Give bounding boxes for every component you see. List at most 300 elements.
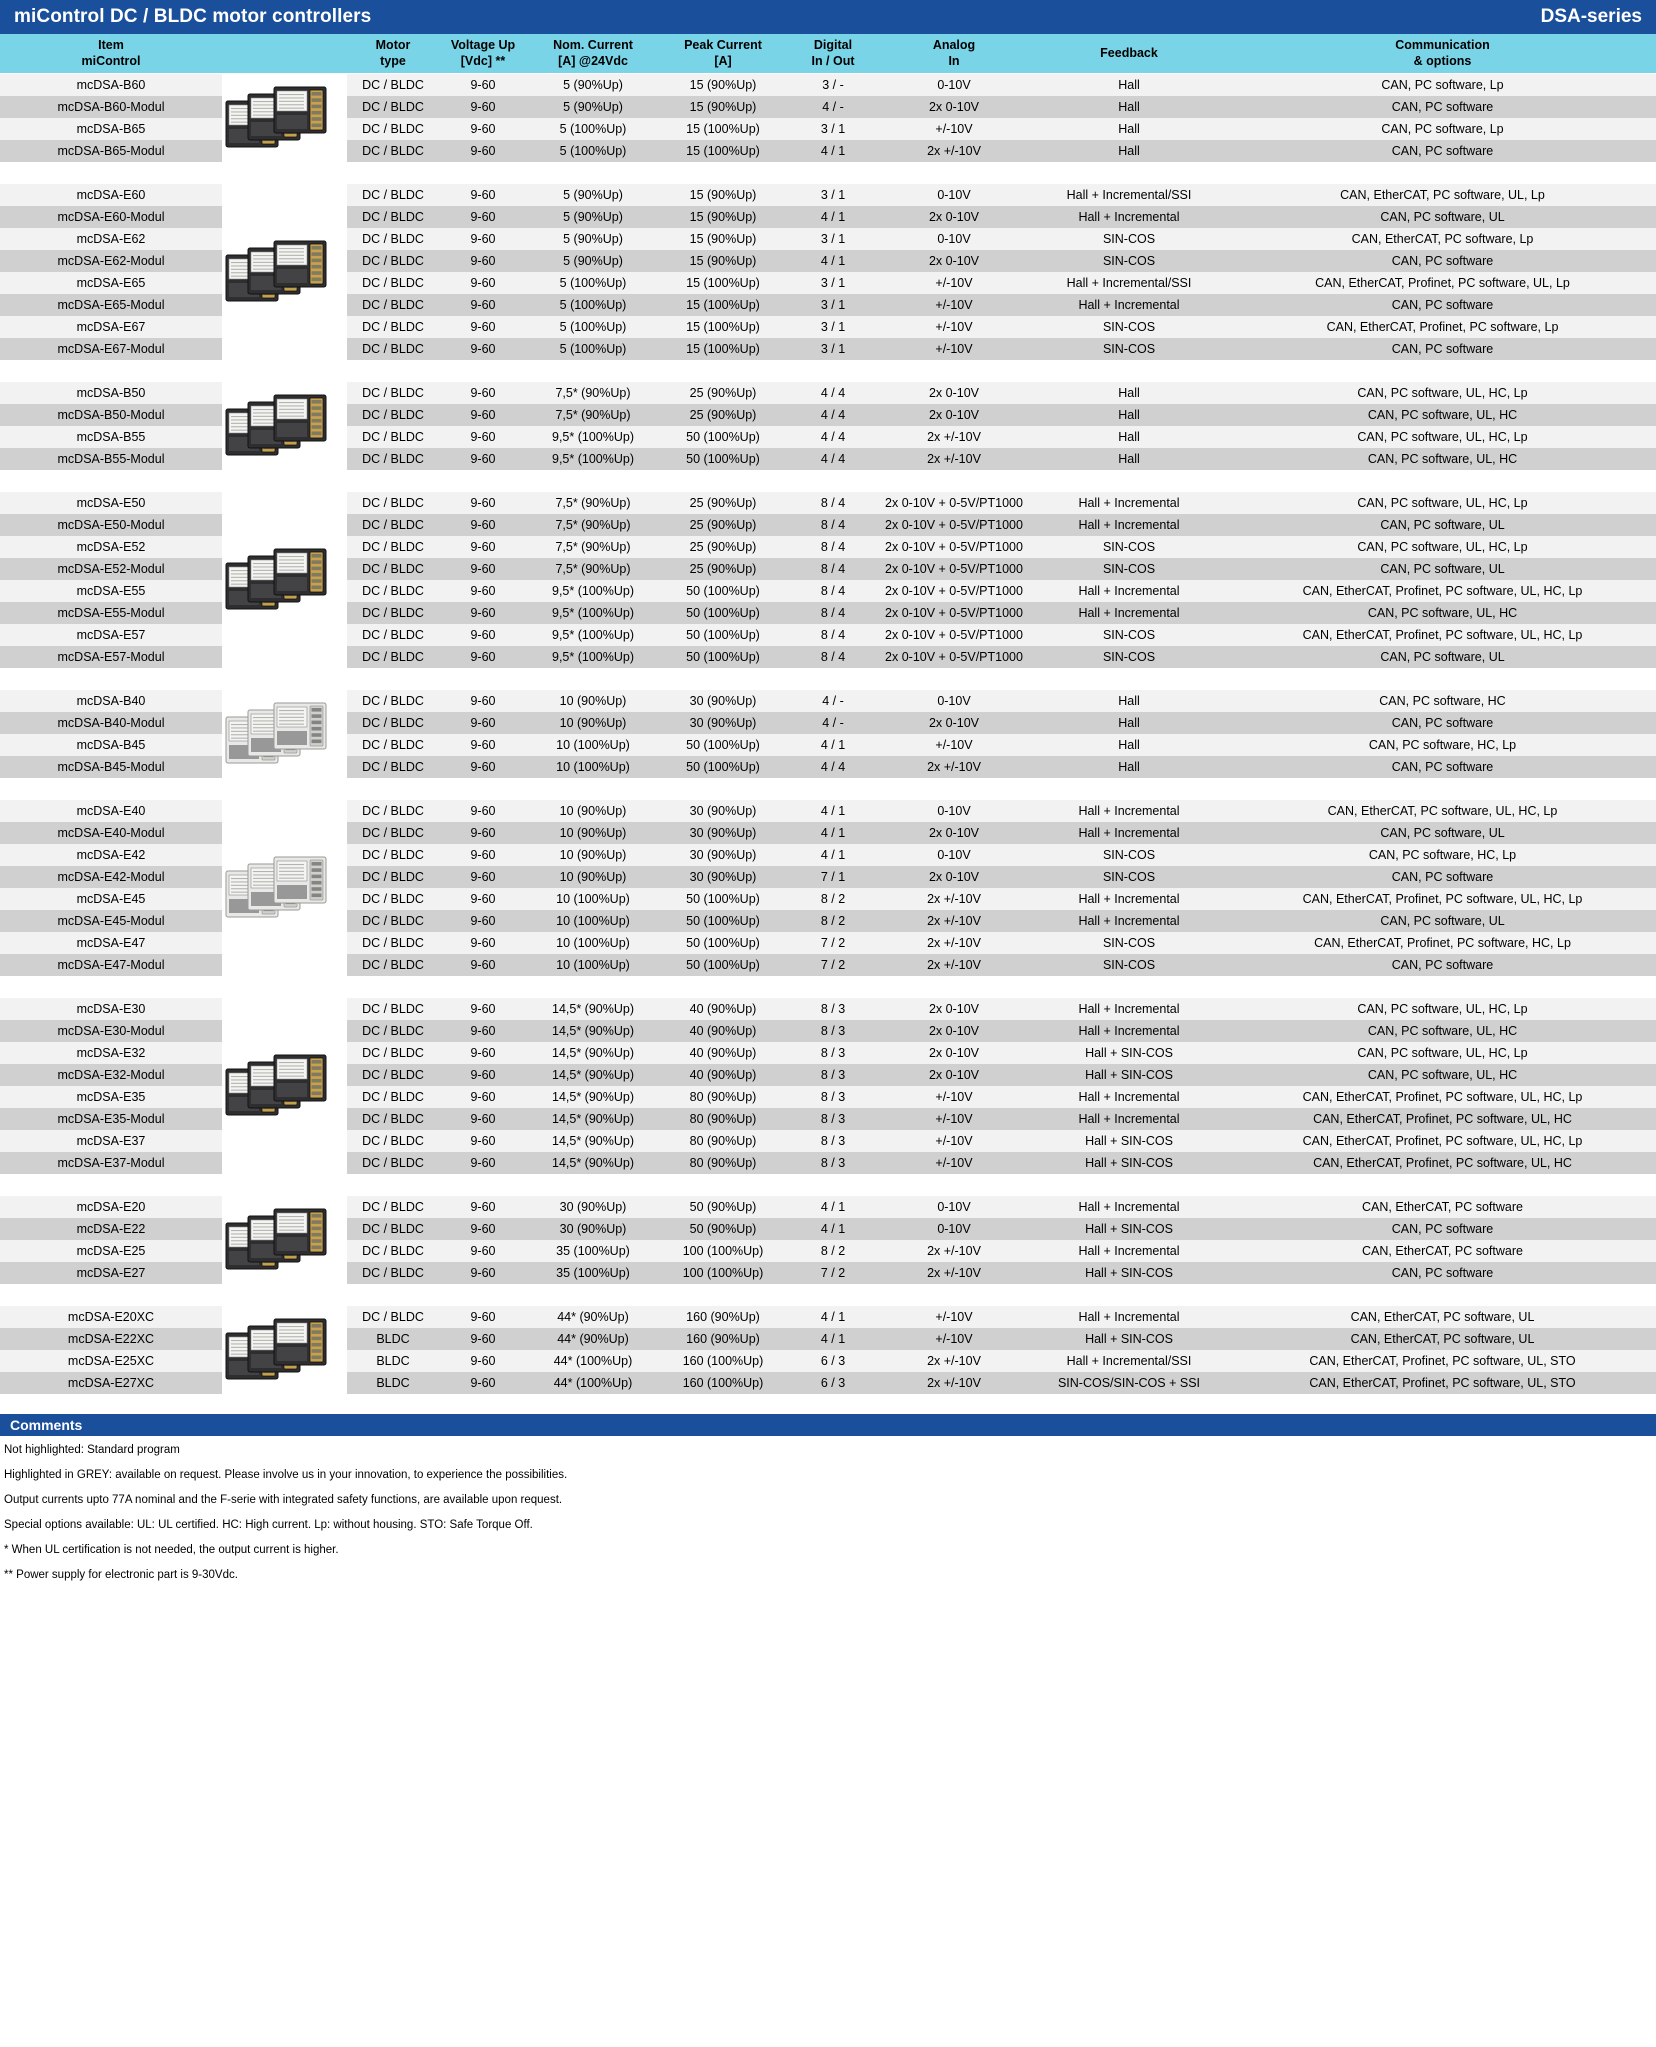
voltage: 9-60	[439, 338, 527, 360]
analog-in: 2x 0-10V + 0-5V/PT1000	[879, 646, 1029, 668]
analog-in: 2x +/-10V	[879, 1240, 1029, 1262]
voltage: 9-60	[439, 690, 527, 712]
digital-io: 8 / 3	[787, 1020, 879, 1042]
header-line2: In / Out	[811, 53, 855, 68]
voltage: 9-60	[439, 932, 527, 954]
item-name: mcDSA-E40-Modul	[0, 822, 222, 844]
communication-options: CAN, PC software, UL	[1229, 206, 1656, 228]
peak-current: 50 (100%Up)	[659, 646, 787, 668]
voltage: 9-60	[439, 1152, 527, 1174]
voltage: 9-60	[439, 294, 527, 316]
nominal-current: 10 (90%Up)	[527, 844, 659, 866]
motor-type: DC / BLDC	[347, 1086, 439, 1108]
table-row	[0, 1350, 1656, 1372]
motor-type: DC / BLDC	[347, 404, 439, 426]
motor-type: DC / BLDC	[347, 1218, 439, 1240]
communication-options: CAN, PC software	[1229, 756, 1656, 778]
item-name: mcDSA-B60	[0, 74, 222, 96]
communication-options: CAN, PC software, UL	[1229, 514, 1656, 536]
row-image-spacer	[222, 294, 347, 316]
communication-options: CAN, EtherCAT, Profinet, PC software, UL, HC	[1229, 1152, 1656, 1174]
peak-current: 40 (90%Up)	[659, 1042, 787, 1064]
communication-options: CAN, EtherCAT, PC software, UL, HC, Lp	[1229, 800, 1656, 822]
communication-options: CAN, PC software	[1229, 338, 1656, 360]
table-row	[0, 118, 1656, 140]
table-row	[0, 338, 1656, 360]
communication-options: CAN, PC software, UL, HC	[1229, 404, 1656, 426]
analog-in: 2x 0-10V + 0-5V/PT1000	[879, 514, 1029, 536]
communication-options: CAN, EtherCAT, PC software, UL	[1229, 1328, 1656, 1350]
analog-in: 2x 0-10V	[879, 712, 1029, 734]
peak-current: 30 (90%Up)	[659, 800, 787, 822]
row-image-spacer	[222, 184, 347, 206]
voltage: 9-60	[439, 822, 527, 844]
communication-options: CAN, EtherCAT, Profinet, PC software, UL, HC, Lp	[1229, 580, 1656, 602]
peak-current: 50 (100%Up)	[659, 734, 787, 756]
feedback: Hall	[1029, 712, 1229, 734]
row-image-spacer	[222, 272, 347, 294]
peak-current: 15 (90%Up)	[659, 206, 787, 228]
peak-current: 15 (90%Up)	[659, 74, 787, 96]
analog-in: 2x +/-10V	[879, 910, 1029, 932]
product-group	[0, 382, 1656, 470]
peak-current: 30 (90%Up)	[659, 822, 787, 844]
peak-current: 30 (90%Up)	[659, 712, 787, 734]
motor-type: DC / BLDC	[347, 206, 439, 228]
header-line1: Peak Current	[684, 38, 762, 52]
digital-io: 3 / 1	[787, 316, 879, 338]
table-row	[0, 316, 1656, 338]
comment-line: Special options available: UL: UL certified. HC: High current. Lp: without housing. STO: Safe Torque Off.	[4, 1519, 533, 1532]
motor-type: DC / BLDC	[347, 1042, 439, 1064]
communication-options: CAN, EtherCAT, Profinet, PC software, HC, Lp	[1229, 932, 1656, 954]
item-name: mcDSA-E22	[0, 1218, 222, 1240]
digital-io: 8 / 4	[787, 492, 879, 514]
table-row	[0, 74, 1656, 96]
feedback: Hall + Incremental	[1029, 580, 1229, 602]
table-row	[0, 932, 1656, 954]
voltage: 9-60	[439, 426, 527, 448]
nominal-current: 5 (100%Up)	[527, 338, 659, 360]
feedback: Hall	[1029, 734, 1229, 756]
table-row	[0, 888, 1656, 910]
row-image-spacer	[222, 690, 347, 712]
nominal-current: 9,5* (100%Up)	[527, 448, 659, 470]
nominal-current: 14,5* (90%Up)	[527, 998, 659, 1020]
col-item-header	[0, 34, 222, 73]
item-name: mcDSA-E57	[0, 624, 222, 646]
communication-options: CAN, EtherCAT, PC software, UL	[1229, 1306, 1656, 1328]
feedback: Hall + SIN-COS	[1029, 1130, 1229, 1152]
table-row	[0, 646, 1656, 668]
motor-type: DC / BLDC	[347, 602, 439, 624]
motor-type: DC / BLDC	[347, 580, 439, 602]
row-image-spacer	[222, 74, 347, 96]
nominal-current: 10 (90%Up)	[527, 822, 659, 844]
feedback: SIN-COS	[1029, 250, 1229, 272]
communication-options: CAN, EtherCAT, Profinet, PC software, UL, HC, Lp	[1229, 1086, 1656, 1108]
table-row	[0, 624, 1656, 646]
table-row	[0, 1328, 1656, 1350]
row-image-spacer	[222, 1196, 347, 1218]
feedback: SIN-COS	[1029, 844, 1229, 866]
row-image-spacer	[222, 96, 347, 118]
voltage: 9-60	[439, 1350, 527, 1372]
feedback: Hall + Incremental	[1029, 910, 1229, 932]
peak-current: 15 (100%Up)	[659, 338, 787, 360]
digital-io: 4 / 1	[787, 1328, 879, 1350]
page-title: miControl DC / BLDC motor controllers	[14, 6, 372, 27]
table-row	[0, 448, 1656, 470]
item-name: mcDSA-E62	[0, 228, 222, 250]
analog-in: +/-10V	[879, 316, 1029, 338]
communication-options: CAN, EtherCAT, Profinet, PC software, UL, Lp	[1229, 272, 1656, 294]
series-label: DSA-series	[1540, 6, 1642, 27]
feedback: SIN-COS	[1029, 624, 1229, 646]
row-image-spacer	[222, 140, 347, 162]
digital-io: 4 / 4	[787, 756, 879, 778]
digital-io: 4 / 1	[787, 1218, 879, 1240]
digital-io: 3 / 1	[787, 228, 879, 250]
comment-line: ** Power supply for electronic part is 9-30Vdc.	[4, 1569, 238, 1582]
nominal-current: 5 (100%Up)	[527, 316, 659, 338]
feedback: SIN-COS	[1029, 932, 1229, 954]
voltage: 9-60	[439, 602, 527, 624]
nominal-current: 7,5* (90%Up)	[527, 536, 659, 558]
voltage: 9-60	[439, 1196, 527, 1218]
peak-current: 50 (100%Up)	[659, 580, 787, 602]
table-row	[0, 294, 1656, 316]
item-name: mcDSA-B60-Modul	[0, 96, 222, 118]
voltage: 9-60	[439, 1262, 527, 1284]
feedback: Hall	[1029, 448, 1229, 470]
motor-type: DC / BLDC	[347, 1262, 439, 1284]
motor-type: DC / BLDC	[347, 734, 439, 756]
digital-io: 8 / 4	[787, 646, 879, 668]
digital-io: 8 / 3	[787, 1152, 879, 1174]
motor-type: DC / BLDC	[347, 184, 439, 206]
row-image-spacer	[222, 382, 347, 404]
feedback: Hall + SIN-COS	[1029, 1064, 1229, 1086]
motor-type: DC / BLDC	[347, 1240, 439, 1262]
motor-type: BLDC	[347, 1372, 439, 1394]
nominal-current: 10 (100%Up)	[527, 954, 659, 976]
row-image-spacer	[222, 1064, 347, 1086]
item-name: mcDSA-E67-Modul	[0, 338, 222, 360]
motor-type: DC / BLDC	[347, 888, 439, 910]
digital-io: 4 / 1	[787, 1196, 879, 1218]
header-line2: type	[380, 53, 406, 68]
voltage: 9-60	[439, 118, 527, 140]
item-name: mcDSA-E30-Modul	[0, 1020, 222, 1042]
feedback: Hall + Incremental	[1029, 1086, 1229, 1108]
item-name: mcDSA-E27XC	[0, 1372, 222, 1394]
voltage: 9-60	[439, 1020, 527, 1042]
communication-options: CAN, PC software, Lp	[1229, 118, 1656, 140]
communication-options: CAN, EtherCAT, Profinet, PC software, UL, HC	[1229, 1108, 1656, 1130]
motor-type: DC / BLDC	[347, 1108, 439, 1130]
motor-type: DC / BLDC	[347, 272, 439, 294]
nominal-current: 10 (90%Up)	[527, 712, 659, 734]
table-row	[0, 272, 1656, 294]
peak-current: 25 (90%Up)	[659, 492, 787, 514]
nominal-current: 5 (90%Up)	[527, 228, 659, 250]
analog-in: 0-10V	[879, 228, 1029, 250]
table-row	[0, 822, 1656, 844]
peak-current: 50 (90%Up)	[659, 1218, 787, 1240]
table-row	[0, 712, 1656, 734]
feedback: Hall + Incremental	[1029, 822, 1229, 844]
voltage: 9-60	[439, 316, 527, 338]
col-communication-header	[1229, 34, 1656, 73]
table-row	[0, 1130, 1656, 1152]
row-image-spacer	[222, 734, 347, 756]
feedback: Hall + Incremental	[1029, 1020, 1229, 1042]
table-row	[0, 602, 1656, 624]
analog-in: +/-10V	[879, 1306, 1029, 1328]
row-image-spacer	[222, 954, 347, 976]
analog-in: 2x +/-10V	[879, 1262, 1029, 1284]
header-line2: [A] @24Vdc	[558, 53, 628, 68]
peak-current: 15 (90%Up)	[659, 184, 787, 206]
communication-options: CAN, PC software	[1229, 96, 1656, 118]
analog-in: 2x 0-10V + 0-5V/PT1000	[879, 536, 1029, 558]
voltage: 9-60	[439, 382, 527, 404]
item-name: mcDSA-E67	[0, 316, 222, 338]
motor-type: DC / BLDC	[347, 140, 439, 162]
row-image-spacer	[222, 910, 347, 932]
table-row	[0, 1240, 1656, 1262]
table-column-headers	[0, 34, 1656, 74]
table-row	[0, 690, 1656, 712]
motor-type: DC / BLDC	[347, 514, 439, 536]
communication-options: CAN, PC software, UL, HC, Lp	[1229, 536, 1656, 558]
communication-options: CAN, PC software	[1229, 294, 1656, 316]
nominal-current: 10 (100%Up)	[527, 888, 659, 910]
row-image-spacer	[222, 228, 347, 250]
header-line2: & options	[1413, 53, 1472, 68]
motor-type: DC / BLDC	[347, 316, 439, 338]
voltage: 9-60	[439, 1372, 527, 1394]
digital-io: 8 / 4	[787, 580, 879, 602]
digital-io: 8 / 2	[787, 1240, 879, 1262]
group-spacer	[0, 668, 1656, 690]
analog-in: 2x 0-10V + 0-5V/PT1000	[879, 558, 1029, 580]
item-name: mcDSA-B40-Modul	[0, 712, 222, 734]
peak-current: 30 (90%Up)	[659, 690, 787, 712]
peak-current: 15 (100%Up)	[659, 118, 787, 140]
communication-options: CAN, EtherCAT, PC software	[1229, 1196, 1656, 1218]
feedback: Hall	[1029, 756, 1229, 778]
motor-type: DC / BLDC	[347, 998, 439, 1020]
voltage: 9-60	[439, 1306, 527, 1328]
analog-in: 2x 0-10V	[879, 250, 1029, 272]
digital-io: 8 / 2	[787, 888, 879, 910]
group-spacer	[0, 778, 1656, 800]
nominal-current: 10 (100%Up)	[527, 756, 659, 778]
group-spacer	[0, 1284, 1656, 1306]
peak-current: 30 (90%Up)	[659, 866, 787, 888]
table-row	[0, 492, 1656, 514]
analog-in: 2x 0-10V	[879, 382, 1029, 404]
analog-in: +/-10V	[879, 1130, 1029, 1152]
voltage: 9-60	[439, 756, 527, 778]
analog-in: 2x 0-10V	[879, 404, 1029, 426]
communication-options: CAN, PC software, UL, HC, Lp	[1229, 382, 1656, 404]
analog-in: 2x 0-10V	[879, 866, 1029, 888]
communication-options: CAN, EtherCAT, Profinet, PC software, UL, HC, Lp	[1229, 624, 1656, 646]
feedback: SIN-COS/SIN-COS + SSI	[1029, 1372, 1229, 1394]
row-image-spacer	[222, 1328, 347, 1350]
peak-current: 25 (90%Up)	[659, 404, 787, 426]
item-name: mcDSA-E45	[0, 888, 222, 910]
product-group	[0, 74, 1656, 162]
motor-type: DC / BLDC	[347, 1152, 439, 1174]
row-image-spacer	[222, 514, 347, 536]
row-image-spacer	[222, 1130, 347, 1152]
nominal-current: 10 (100%Up)	[527, 932, 659, 954]
row-image-spacer	[222, 426, 347, 448]
row-image-spacer	[222, 404, 347, 426]
communication-options: CAN, PC software	[1229, 1218, 1656, 1240]
table-body	[0, 74, 1656, 1412]
comment-line: Output currents upto 77A nominal and the F-serie with integrated safety functions, are available upon request.	[4, 1494, 563, 1507]
feedback: Hall + SIN-COS	[1029, 1328, 1229, 1350]
group-spacer	[0, 470, 1656, 492]
feedback: Hall + Incremental	[1029, 492, 1229, 514]
communication-options: CAN, EtherCAT, Profinet, PC software, UL, STO	[1229, 1350, 1656, 1372]
header-line1: Motor	[375, 38, 411, 52]
voltage: 9-60	[439, 514, 527, 536]
peak-current: 50 (100%Up)	[659, 448, 787, 470]
analog-in: 0-10V	[879, 800, 1029, 822]
item-name: mcDSA-E60-Modul	[0, 206, 222, 228]
analog-in: 2x 0-10V + 0-5V/PT1000	[879, 580, 1029, 602]
row-image-spacer	[222, 580, 347, 602]
digital-io: 6 / 3	[787, 1350, 879, 1372]
header-line1: Nom. Current	[553, 38, 633, 52]
col-nominal-current-header	[527, 34, 659, 73]
motor-type: DC / BLDC	[347, 932, 439, 954]
table-row	[0, 514, 1656, 536]
analog-in: +/-10V	[879, 1152, 1029, 1174]
peak-current: 80 (90%Up)	[659, 1086, 787, 1108]
communication-options: CAN, PC software, HC, Lp	[1229, 844, 1656, 866]
row-image-spacer	[222, 558, 347, 580]
communication-options: CAN, EtherCAT, Profinet, PC software, UL, STO	[1229, 1372, 1656, 1394]
voltage: 9-60	[439, 646, 527, 668]
communication-options: CAN, PC software, UL	[1229, 646, 1656, 668]
table-row	[0, 1042, 1656, 1064]
col-feedback-header	[1029, 34, 1229, 73]
peak-current: 160 (100%Up)	[659, 1350, 787, 1372]
table-row	[0, 866, 1656, 888]
nominal-current: 5 (100%Up)	[527, 272, 659, 294]
header-line1: Analog	[932, 38, 976, 52]
table-row	[0, 536, 1656, 558]
motor-type: BLDC	[347, 1328, 439, 1350]
item-name: mcDSA-E42-Modul	[0, 866, 222, 888]
row-image-spacer	[222, 866, 347, 888]
row-image-spacer	[222, 1306, 347, 1328]
digital-io: 3 / 1	[787, 118, 879, 140]
peak-current: 80 (90%Up)	[659, 1130, 787, 1152]
table-row	[0, 1218, 1656, 1240]
feedback: Hall	[1029, 382, 1229, 404]
comments-header: Comments	[0, 1414, 1656, 1436]
group-spacer	[0, 162, 1656, 184]
analog-in: +/-10V	[879, 1086, 1029, 1108]
digital-io: 8 / 4	[787, 514, 879, 536]
nominal-current: 5 (100%Up)	[527, 140, 659, 162]
digital-io: 4 / -	[787, 96, 879, 118]
feedback: Hall + Incremental	[1029, 294, 1229, 316]
analog-in: +/-10V	[879, 734, 1029, 756]
nominal-current: 5 (90%Up)	[527, 206, 659, 228]
product-group	[0, 184, 1656, 360]
feedback: Hall + Incremental	[1029, 800, 1229, 822]
product-group	[0, 998, 1656, 1174]
analog-in: 2x +/-10V	[879, 448, 1029, 470]
item-name: mcDSA-E62-Modul	[0, 250, 222, 272]
row-image-spacer	[222, 1350, 347, 1372]
nominal-current: 44* (90%Up)	[527, 1306, 659, 1328]
feedback: Hall + Incremental	[1029, 888, 1229, 910]
motor-type: DC / BLDC	[347, 1064, 439, 1086]
voltage: 9-60	[439, 580, 527, 602]
item-name: mcDSA-E25XC	[0, 1350, 222, 1372]
communication-options: CAN, PC software	[1229, 954, 1656, 976]
motor-type: DC / BLDC	[347, 1130, 439, 1152]
peak-current: 50 (100%Up)	[659, 954, 787, 976]
voltage: 9-60	[439, 250, 527, 272]
table-row	[0, 96, 1656, 118]
voltage: 9-60	[439, 1064, 527, 1086]
voltage: 9-60	[439, 140, 527, 162]
row-image-spacer	[222, 998, 347, 1020]
voltage: 9-60	[439, 1218, 527, 1240]
voltage: 9-60	[439, 910, 527, 932]
analog-in: 2x 0-10V	[879, 822, 1029, 844]
peak-current: 40 (90%Up)	[659, 998, 787, 1020]
row-image-spacer	[222, 1042, 347, 1064]
analog-in: +/-10V	[879, 1328, 1029, 1350]
item-name: mcDSA-E40	[0, 800, 222, 822]
motor-type: DC / BLDC	[347, 822, 439, 844]
communication-options: CAN, PC software, UL	[1229, 822, 1656, 844]
motor-type: DC / BLDC	[347, 690, 439, 712]
analog-in: 2x 0-10V + 0-5V/PT1000	[879, 624, 1029, 646]
row-image-spacer	[222, 888, 347, 910]
analog-in: 2x +/-10V	[879, 1350, 1029, 1372]
analog-in: 2x 0-10V	[879, 998, 1029, 1020]
analog-in: 0-10V	[879, 690, 1029, 712]
voltage: 9-60	[439, 206, 527, 228]
col-motor-type-header	[347, 34, 439, 73]
digital-io: 4 / 1	[787, 844, 879, 866]
digital-io: 7 / 2	[787, 1262, 879, 1284]
analog-in: 0-10V	[879, 844, 1029, 866]
voltage: 9-60	[439, 888, 527, 910]
nominal-current: 7,5* (90%Up)	[527, 404, 659, 426]
item-name: mcDSA-E52-Modul	[0, 558, 222, 580]
communication-options: CAN, PC software, UL, HC	[1229, 1064, 1656, 1086]
row-image-spacer	[222, 1108, 347, 1130]
row-image-spacer	[222, 338, 347, 360]
table-row	[0, 1306, 1656, 1328]
digital-io: 3 / 1	[787, 184, 879, 206]
feedback: Hall	[1029, 426, 1229, 448]
